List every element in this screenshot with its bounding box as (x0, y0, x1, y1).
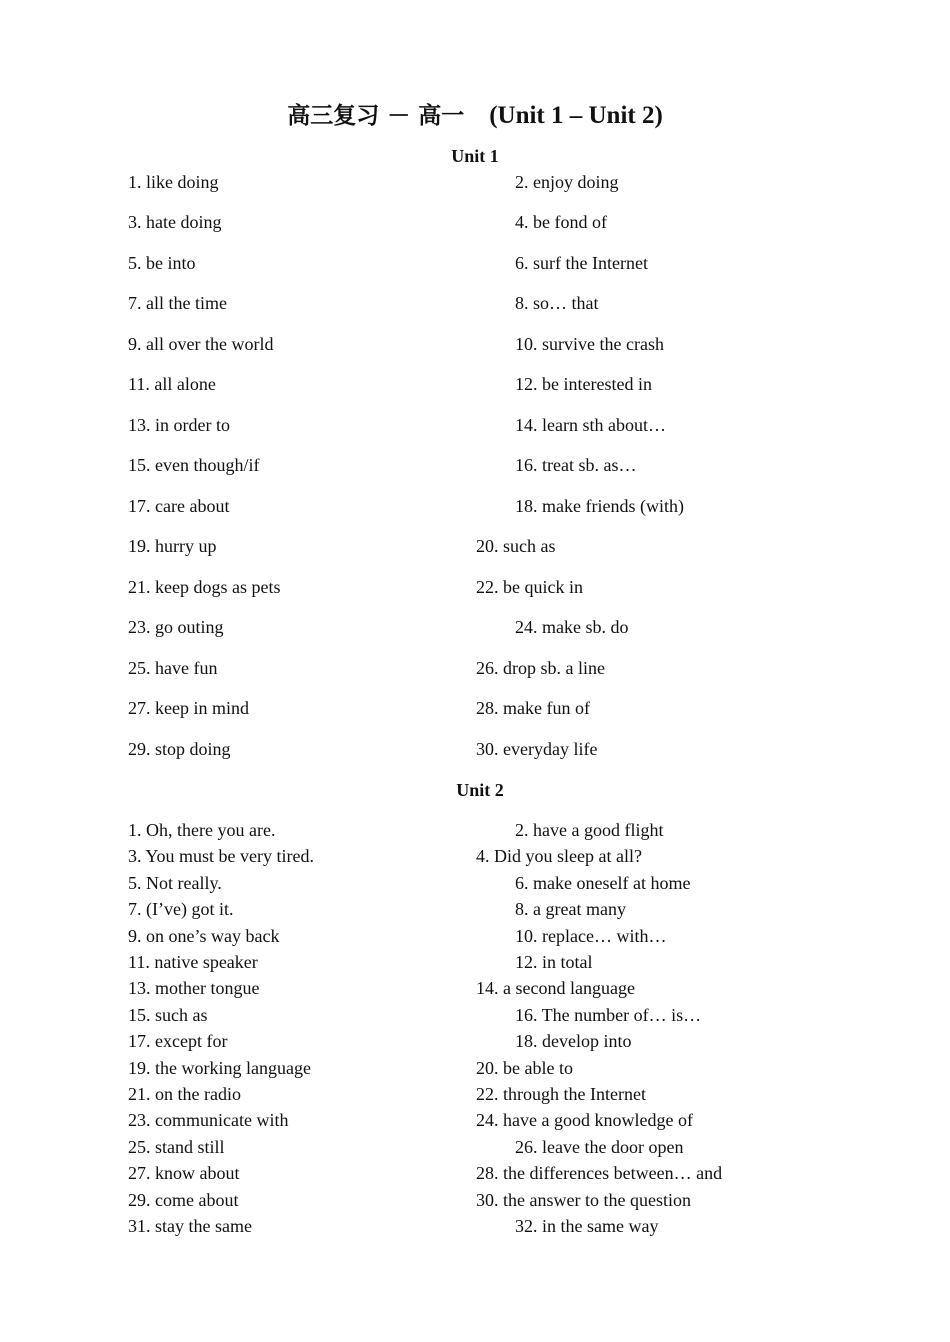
unit2-item: 13. mother tongue (128, 978, 260, 998)
unit2-item: 19. the working language (128, 1058, 311, 1078)
unit2-item: 29. come about (128, 1190, 239, 1210)
unit2-item: 10. replace… with… (515, 926, 667, 946)
unit2-heading: Unit 2 (456, 780, 504, 800)
unit1-item: 8. so… that (515, 293, 599, 313)
unit1-heading: Unit 1 (451, 146, 499, 166)
unit1-item: 3. hate doing (128, 212, 222, 232)
unit2-item: 8. a great many (515, 899, 626, 919)
unit1-item: 26. drop sb. a line (476, 658, 605, 678)
unit1-item: 18. make friends (with) (515, 496, 684, 516)
title-chinese: 高三复习 － 高一 (287, 103, 465, 129)
unit2-item: 30. the answer to the question (476, 1190, 691, 1210)
unit2-item: 1. Oh, there you are. (128, 820, 276, 840)
unit2-item: 25. stand still (128, 1137, 225, 1157)
unit1-item: 21. keep dogs as pets (128, 577, 281, 597)
unit1-item: 16. treat sb. as… (515, 455, 637, 475)
unit2-item: 18. develop into (515, 1031, 632, 1051)
unit1-item: 24. make sb. do (515, 617, 629, 637)
unit1-item: 28. make fun of (476, 698, 590, 718)
unit2-item: 3. You must be very tired. (128, 846, 314, 866)
unit1-item: 4. be fond of (515, 212, 607, 232)
unit1-item: 13. in order to (128, 415, 230, 435)
unit1-item: 11. all alone (128, 374, 216, 394)
unit1-item: 23. go outing (128, 617, 224, 637)
title-spacer (470, 102, 483, 129)
unit2-item: 31. stay the same (128, 1216, 252, 1236)
unit1-item: 12. be interested in (515, 374, 652, 394)
unit1-item: 19. hurry up (128, 536, 217, 556)
unit1-item: 15. even though/if (128, 455, 260, 475)
unit1-item: 2. enjoy doing (515, 172, 619, 192)
page-title (0, 98, 950, 134)
unit1-item: 1. like doing (128, 172, 219, 192)
unit1-item: 17. care about (128, 496, 230, 516)
unit1-item: 9. all over the world (128, 334, 274, 354)
unit2-item: 23. communicate with (128, 1110, 289, 1130)
unit2-item: 27. know about (128, 1163, 240, 1183)
unit2-item: 6. make oneself at home (515, 873, 691, 893)
unit1-item: 10. survive the crash (515, 334, 664, 354)
unit1-item: 6. surf the Internet (515, 253, 648, 273)
unit2-item: 2. have a good flight (515, 820, 664, 840)
unit2-item: 7. (I’ve) got it. (128, 899, 234, 919)
unit1-item: 22. be quick in (476, 577, 583, 597)
unit2-item: 21. on the radio (128, 1084, 241, 1104)
unit1-item: 25. have fun (128, 658, 218, 678)
unit2-item: 17. except for (128, 1031, 228, 1051)
unit2-item: 32. in the same way (515, 1216, 659, 1236)
unit2-item: 28. the differences between… and (476, 1163, 723, 1183)
title-english: (Unit 1 – Unit 2) (489, 102, 663, 129)
unit2-item: 26. leave the door open (515, 1137, 684, 1157)
unit2-item: 20. be able to (476, 1058, 573, 1078)
unit1-item: 7. all the time (128, 293, 227, 313)
unit2-item: 14. a second language (476, 978, 635, 998)
unit2-item: 9. on one’s way back (128, 926, 280, 946)
unit1-item: 5. be into (128, 253, 196, 273)
unit2-item: 11. native speaker (128, 952, 258, 972)
unit2-item: 15. such as (128, 1005, 208, 1025)
unit1-item: 30. everyday life (476, 739, 598, 759)
unit2-item: 16. The number of… is… (515, 1005, 702, 1025)
unit2-item: 5. Not really. (128, 873, 222, 893)
unit2-item: 4. Did you sleep at all? (476, 846, 642, 866)
unit1-item: 27. keep in mind (128, 698, 249, 718)
unit1-item: 20. such as (476, 536, 556, 556)
unit2-item: 12. in total (515, 952, 593, 972)
unit1-item: 14. learn sth about… (515, 415, 666, 435)
unit1-item: 29. stop doing (128, 739, 231, 759)
unit2-item: 24. have a good knowledge of (476, 1110, 693, 1130)
unit2-item: 22. through the Internet (476, 1084, 646, 1104)
